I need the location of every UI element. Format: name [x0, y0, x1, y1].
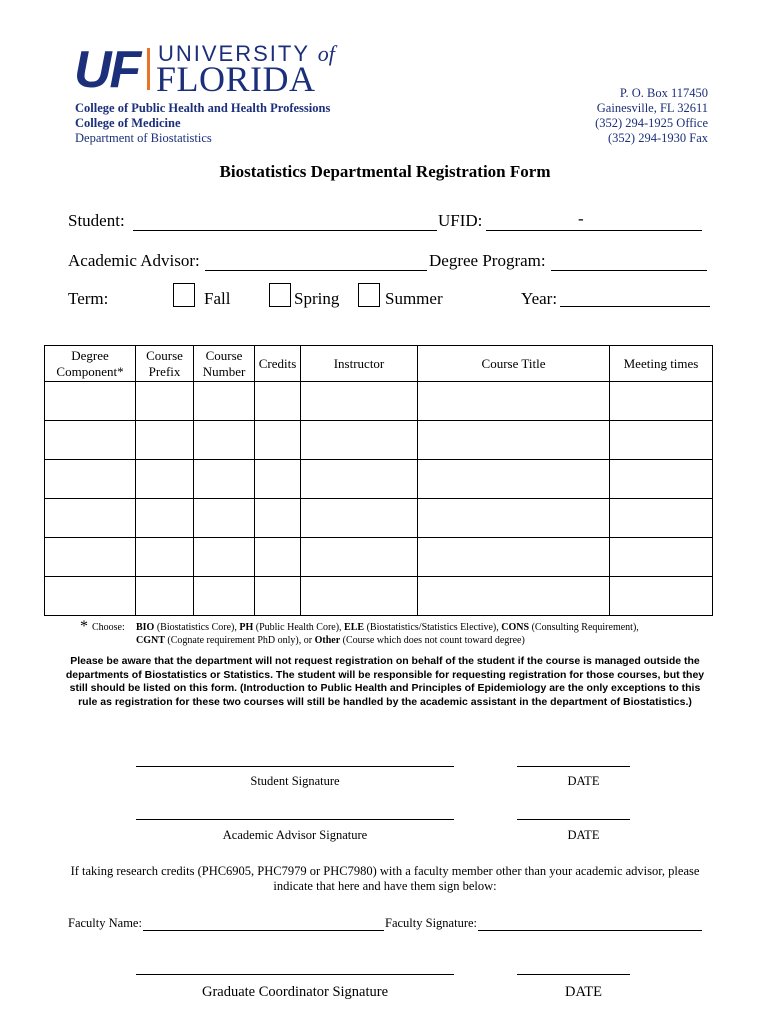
college-line-1: College of Public Health and Health Professions	[75, 101, 331, 115]
footnote-line-2: CGNT (Cognate requirement PhD only), or Other (Course which does not count toward degree)	[136, 635, 525, 646]
table-cell[interactable]	[301, 577, 418, 616]
col-header-instructor: Instructor	[301, 346, 418, 382]
logo-of-word: of	[317, 41, 335, 66]
table-cell[interactable]	[255, 382, 301, 421]
footnote-code: Other	[314, 635, 341, 646]
table-cell[interactable]	[418, 460, 610, 499]
logo-florida-text: FLORIDA	[156, 59, 316, 99]
table-cell[interactable]	[255, 499, 301, 538]
col-header-credits: Credits	[255, 346, 301, 382]
table-row	[45, 460, 713, 499]
department-line: Department of Biostatistics	[75, 131, 212, 145]
coordinator-signature-line[interactable]	[136, 974, 454, 975]
col-header-degree-component: Degree Component*	[45, 346, 136, 382]
student-date-line[interactable]	[517, 766, 630, 767]
logo-divider	[147, 48, 150, 90]
college-line-2: College of Medicine	[75, 116, 181, 130]
table-cell[interactable]	[418, 421, 610, 460]
table-cell[interactable]	[194, 421, 255, 460]
table-cell[interactable]	[610, 538, 713, 577]
table-cell[interactable]	[301, 421, 418, 460]
table-cell[interactable]	[610, 382, 713, 421]
col-header-meeting-times: Meeting times	[610, 346, 713, 382]
year-field[interactable]	[560, 288, 710, 307]
table-cell[interactable]	[45, 577, 136, 616]
table-row	[45, 499, 713, 538]
table-cell[interactable]	[301, 538, 418, 577]
student-field[interactable]	[133, 212, 437, 231]
research-credits-note: If taking research credits (PHC6905, PHC7979 or PHC7980) with a faculty member other than your academic advisor, please indicate that here and have them sign below:	[70, 864, 700, 893]
logo-university-word: UNIVERSITY	[158, 41, 310, 66]
table-cell[interactable]	[301, 499, 418, 538]
footnote-code: PH	[239, 622, 254, 633]
term-label: Term:	[68, 289, 109, 308]
table-row	[45, 382, 713, 421]
table-body	[45, 382, 713, 616]
table-cell[interactable]	[45, 382, 136, 421]
spring-checkbox[interactable]	[269, 283, 291, 307]
course-table	[44, 345, 713, 616]
table-cell[interactable]	[610, 421, 713, 460]
table-cell[interactable]	[418, 538, 610, 577]
table-cell[interactable]	[418, 382, 610, 421]
table-cell[interactable]	[45, 421, 136, 460]
degree-program-label: Degree Program:	[429, 251, 546, 270]
address-block	[595, 86, 708, 146]
table-cell[interactable]	[255, 421, 301, 460]
footnote-code: BIO	[136, 622, 155, 633]
address-line: Gainesville, FL 32611	[596, 101, 708, 115]
table-cell[interactable]	[610, 460, 713, 499]
ufid-field[interactable]	[486, 212, 702, 231]
footnote-code: ELE	[344, 622, 365, 633]
faculty-name-field[interactable]	[143, 930, 384, 931]
footnote-code: CONS	[501, 622, 530, 633]
student-label: Student:	[68, 211, 125, 230]
uf-logo-mark: UF	[74, 41, 140, 99]
table-cell[interactable]	[255, 460, 301, 499]
advisor-label: Academic Advisor:	[68, 251, 200, 270]
year-label: Year:	[521, 289, 558, 308]
table-cell[interactable]	[194, 382, 255, 421]
coordinator-date-label: DATE	[564, 984, 603, 1000]
student-signature-label: Student Signature	[250, 774, 340, 788]
ufid-dash: -	[578, 209, 584, 228]
table-cell[interactable]	[301, 460, 418, 499]
table-cell[interactable]	[194, 460, 255, 499]
footnote-star: *	[80, 618, 88, 635]
table-cell[interactable]	[255, 577, 301, 616]
table-header-row	[45, 346, 713, 382]
form-title: Biostatistics Departmental Registration Form	[219, 162, 551, 181]
footnote-code: CGNT	[136, 635, 165, 646]
footnote-choose-label: Choose:	[92, 622, 125, 633]
table-cell[interactable]	[255, 538, 301, 577]
table-cell[interactable]	[136, 382, 194, 421]
college-block	[75, 101, 330, 146]
degree-program-field[interactable]	[551, 252, 707, 271]
fall-label: Fall	[204, 289, 231, 308]
table-cell[interactable]	[45, 460, 136, 499]
table-row	[45, 538, 713, 577]
table-cell[interactable]	[301, 382, 418, 421]
advisor-signature-label: Academic Advisor Signature	[222, 828, 368, 842]
table-cell[interactable]	[45, 499, 136, 538]
table-row	[45, 577, 713, 616]
table-cell[interactable]	[136, 421, 194, 460]
registration-warning: Please be aware that the department will not request registration on behalf of the student if the course is managed outside the departments of Biostatistics or Statistics. The student will be responsible for requesting registration for those courses, but they still should be listed on this form. (Introduction to Public Health and Principles of Epidemiology are the only exceptions to this rule as registration for these two courses will still be handled by the academic assistant in the department of Biostatistics.)	[65, 655, 705, 708]
col-header-course-prefix: Course Prefix	[136, 346, 194, 382]
table-cell[interactable]	[194, 577, 255, 616]
summer-checkbox[interactable]	[358, 283, 380, 307]
fall-checkbox[interactable]	[173, 283, 195, 307]
coordinator-signature-label: Graduate Coordinator Signature	[201, 984, 389, 1000]
advisor-field[interactable]	[205, 252, 427, 271]
advisor-date-line[interactable]	[517, 819, 630, 820]
address-line: (352) 294-1930 Fax	[608, 131, 708, 145]
student-signature-line[interactable]	[136, 766, 454, 767]
table-cell[interactable]	[136, 538, 194, 577]
table-cell[interactable]	[45, 538, 136, 577]
faculty-signature-field[interactable]	[478, 930, 702, 931]
table-cell[interactable]	[136, 577, 194, 616]
spring-label: Spring	[294, 289, 340, 308]
table-cell[interactable]	[418, 577, 610, 616]
footnote-line-1: BIO (Biostatistics Core), PH (Public Health Core), ELE (Biostatistics/Statistics Elective), CONS (Consulting Requirement),	[136, 622, 639, 633]
table-cell[interactable]	[194, 538, 255, 577]
table-cell[interactable]	[610, 499, 713, 538]
student-date-label: DATE	[567, 774, 600, 788]
col-header-course-title: Course Title	[418, 346, 610, 382]
faculty-name-label: Faculty Name:	[68, 916, 142, 930]
address-line: (352) 294-1925 Office	[595, 116, 708, 130]
coordinator-date-line[interactable]	[517, 974, 630, 975]
table-cell[interactable]	[136, 460, 194, 499]
table-cell[interactable]	[136, 499, 194, 538]
advisor-signature-line[interactable]	[136, 819, 454, 820]
table-row	[45, 421, 713, 460]
faculty-signature-label: Faculty Signature:	[385, 916, 477, 930]
col-header-course-number: Course Number	[194, 346, 255, 382]
advisor-date-label: DATE	[567, 828, 600, 842]
summer-label: Summer	[385, 289, 443, 308]
table-cell[interactable]	[194, 499, 255, 538]
address-line: P. O. Box 117450	[619, 86, 708, 100]
table-cell[interactable]	[610, 577, 713, 616]
table-cell[interactable]	[418, 499, 610, 538]
ufid-label: UFID:	[438, 211, 483, 230]
